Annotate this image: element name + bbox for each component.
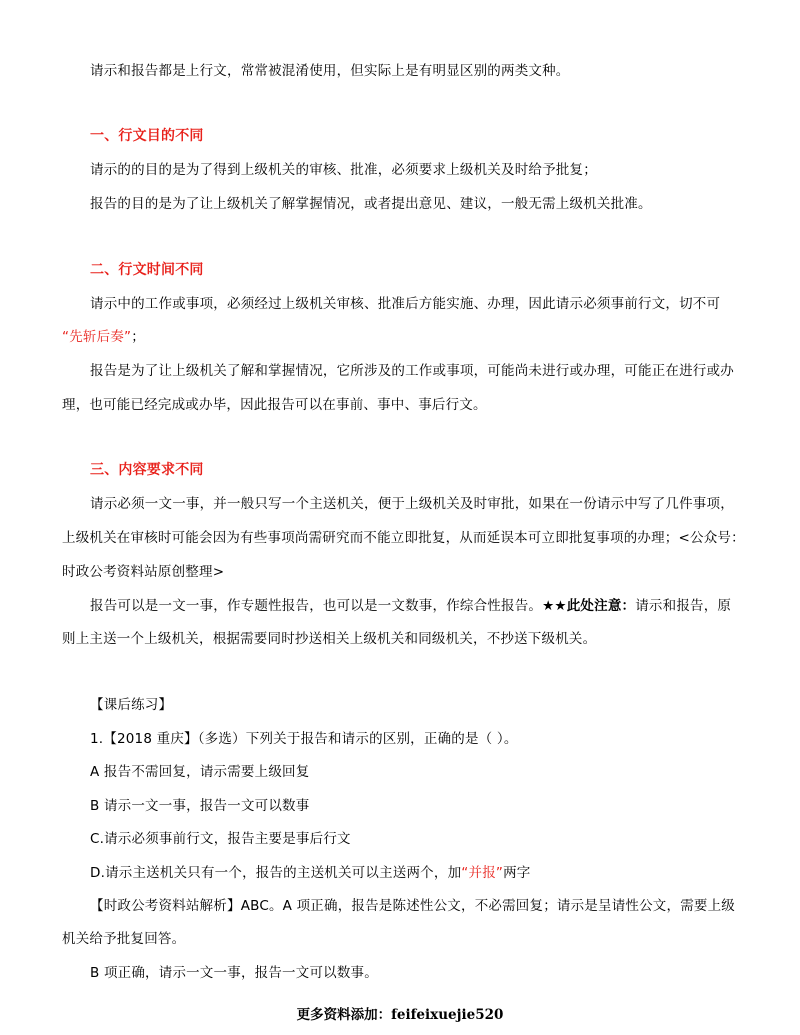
exercise-title: 【课后练习】 <box>90 697 173 713</box>
paragraph-request-content-line1: 请示必须一文一事，并一般只写一个主送机关，便于上级机关及时审批，如果在一份请示中写了几件事项， <box>90 496 734 512</box>
option-c: C.请示必须事前行文，报告主要是事后行文 <box>90 831 351 847</box>
option-a: A 报告不需回复，请示需要上级回复 <box>90 764 310 780</box>
paragraph-report-content-line1 <box>90 597 731 615</box>
analysis-line3: B 项正确，请示一文一事，报告一文可以数事。 <box>90 965 378 981</box>
paragraph-report-purpose: 报告的目的是为了让上级机关了解掌握情况，或者提出意见、建议，一般无需上级机关批准。 <box>90 196 652 212</box>
paragraph-report-content-line2: 则上主送一个上级机关，根据需要同时抄送相关上级机关和同级机关，不抄送下级机关。 <box>62 631 597 647</box>
text-fragment: ； <box>131 329 145 345</box>
intro-paragraph: 请示和报告都是上行文，常常被混淆使用，但实际上是有明显区别的两类文种。 <box>90 63 570 79</box>
option-b: B 请示一文一事，报告一文可以数事 <box>90 798 310 814</box>
paragraph-request-content-line3: 时政公考资料站原创整理> <box>62 564 225 580</box>
text-fragment: 两字 <box>503 865 531 881</box>
paragraph-report-timing-line1: 报告是为了让上级机关了解和掌握情况，它所涉及的工作或事项，可能尚未进行或办理，可能正在进行或办 <box>90 363 734 379</box>
analysis-line2: 机关给予批复回答。 <box>62 931 186 947</box>
paragraph-request-content-line2: 上级机关在审核时可能会因为有些事项尚需研究而不能立即批复，从而延误本可立即批复事项的办理；<公众号： <box>62 530 745 546</box>
footer-contact: 更多资料添加：feifeixuejie520 <box>296 1007 504 1023</box>
text-fragment: D.请示主送机关只有一个，报告的主送机关可以主送两个，加 <box>90 865 462 881</box>
option-d <box>90 864 531 882</box>
paragraph-request-timing-line1: 请示中的工作或事项，必须经过上级机关审核、批准后方能实施、办理，因此请示必须事前行文，切不可 <box>90 296 721 312</box>
highlight-quote: “先斩后奏” <box>62 329 132 345</box>
analysis-line1: 【时政公考资料站解析】ABC。A 项正确，报告是陈述性公文，不必需回复；请示是呈请性公文，需要上级 <box>90 898 736 914</box>
section-heading-purpose: 一、行文目的不同 <box>90 128 204 144</box>
text-fragment: 请示和报告，原 <box>635 598 732 614</box>
text-fragment: 报告可以是一文一事，作专题性报告，也可以是一文数事，作综合性报告。 <box>90 598 543 614</box>
section-heading-timing: 二、行文时间不同 <box>90 262 204 278</box>
paragraph-report-timing-line2: 理，也可能已经完成或办毕，因此报告可以在事前、事中、事后行文。 <box>62 397 487 413</box>
exercise-question: 1.【2018 重庆】（多选）下列关于报告和请示的区别，正确的是（ ）。 <box>90 731 518 747</box>
section-heading-content: 三、内容要求不同 <box>90 462 204 478</box>
paragraph-request-purpose: 请示的的目的是为了得到上级机关的审核、批准，必须要求上级机关及时给予批复； <box>90 162 597 178</box>
paragraph-request-timing-line2 <box>62 328 145 346</box>
highlight-quote: “并报” <box>461 865 504 881</box>
attention-note: ★★此处注意： <box>542 598 636 614</box>
